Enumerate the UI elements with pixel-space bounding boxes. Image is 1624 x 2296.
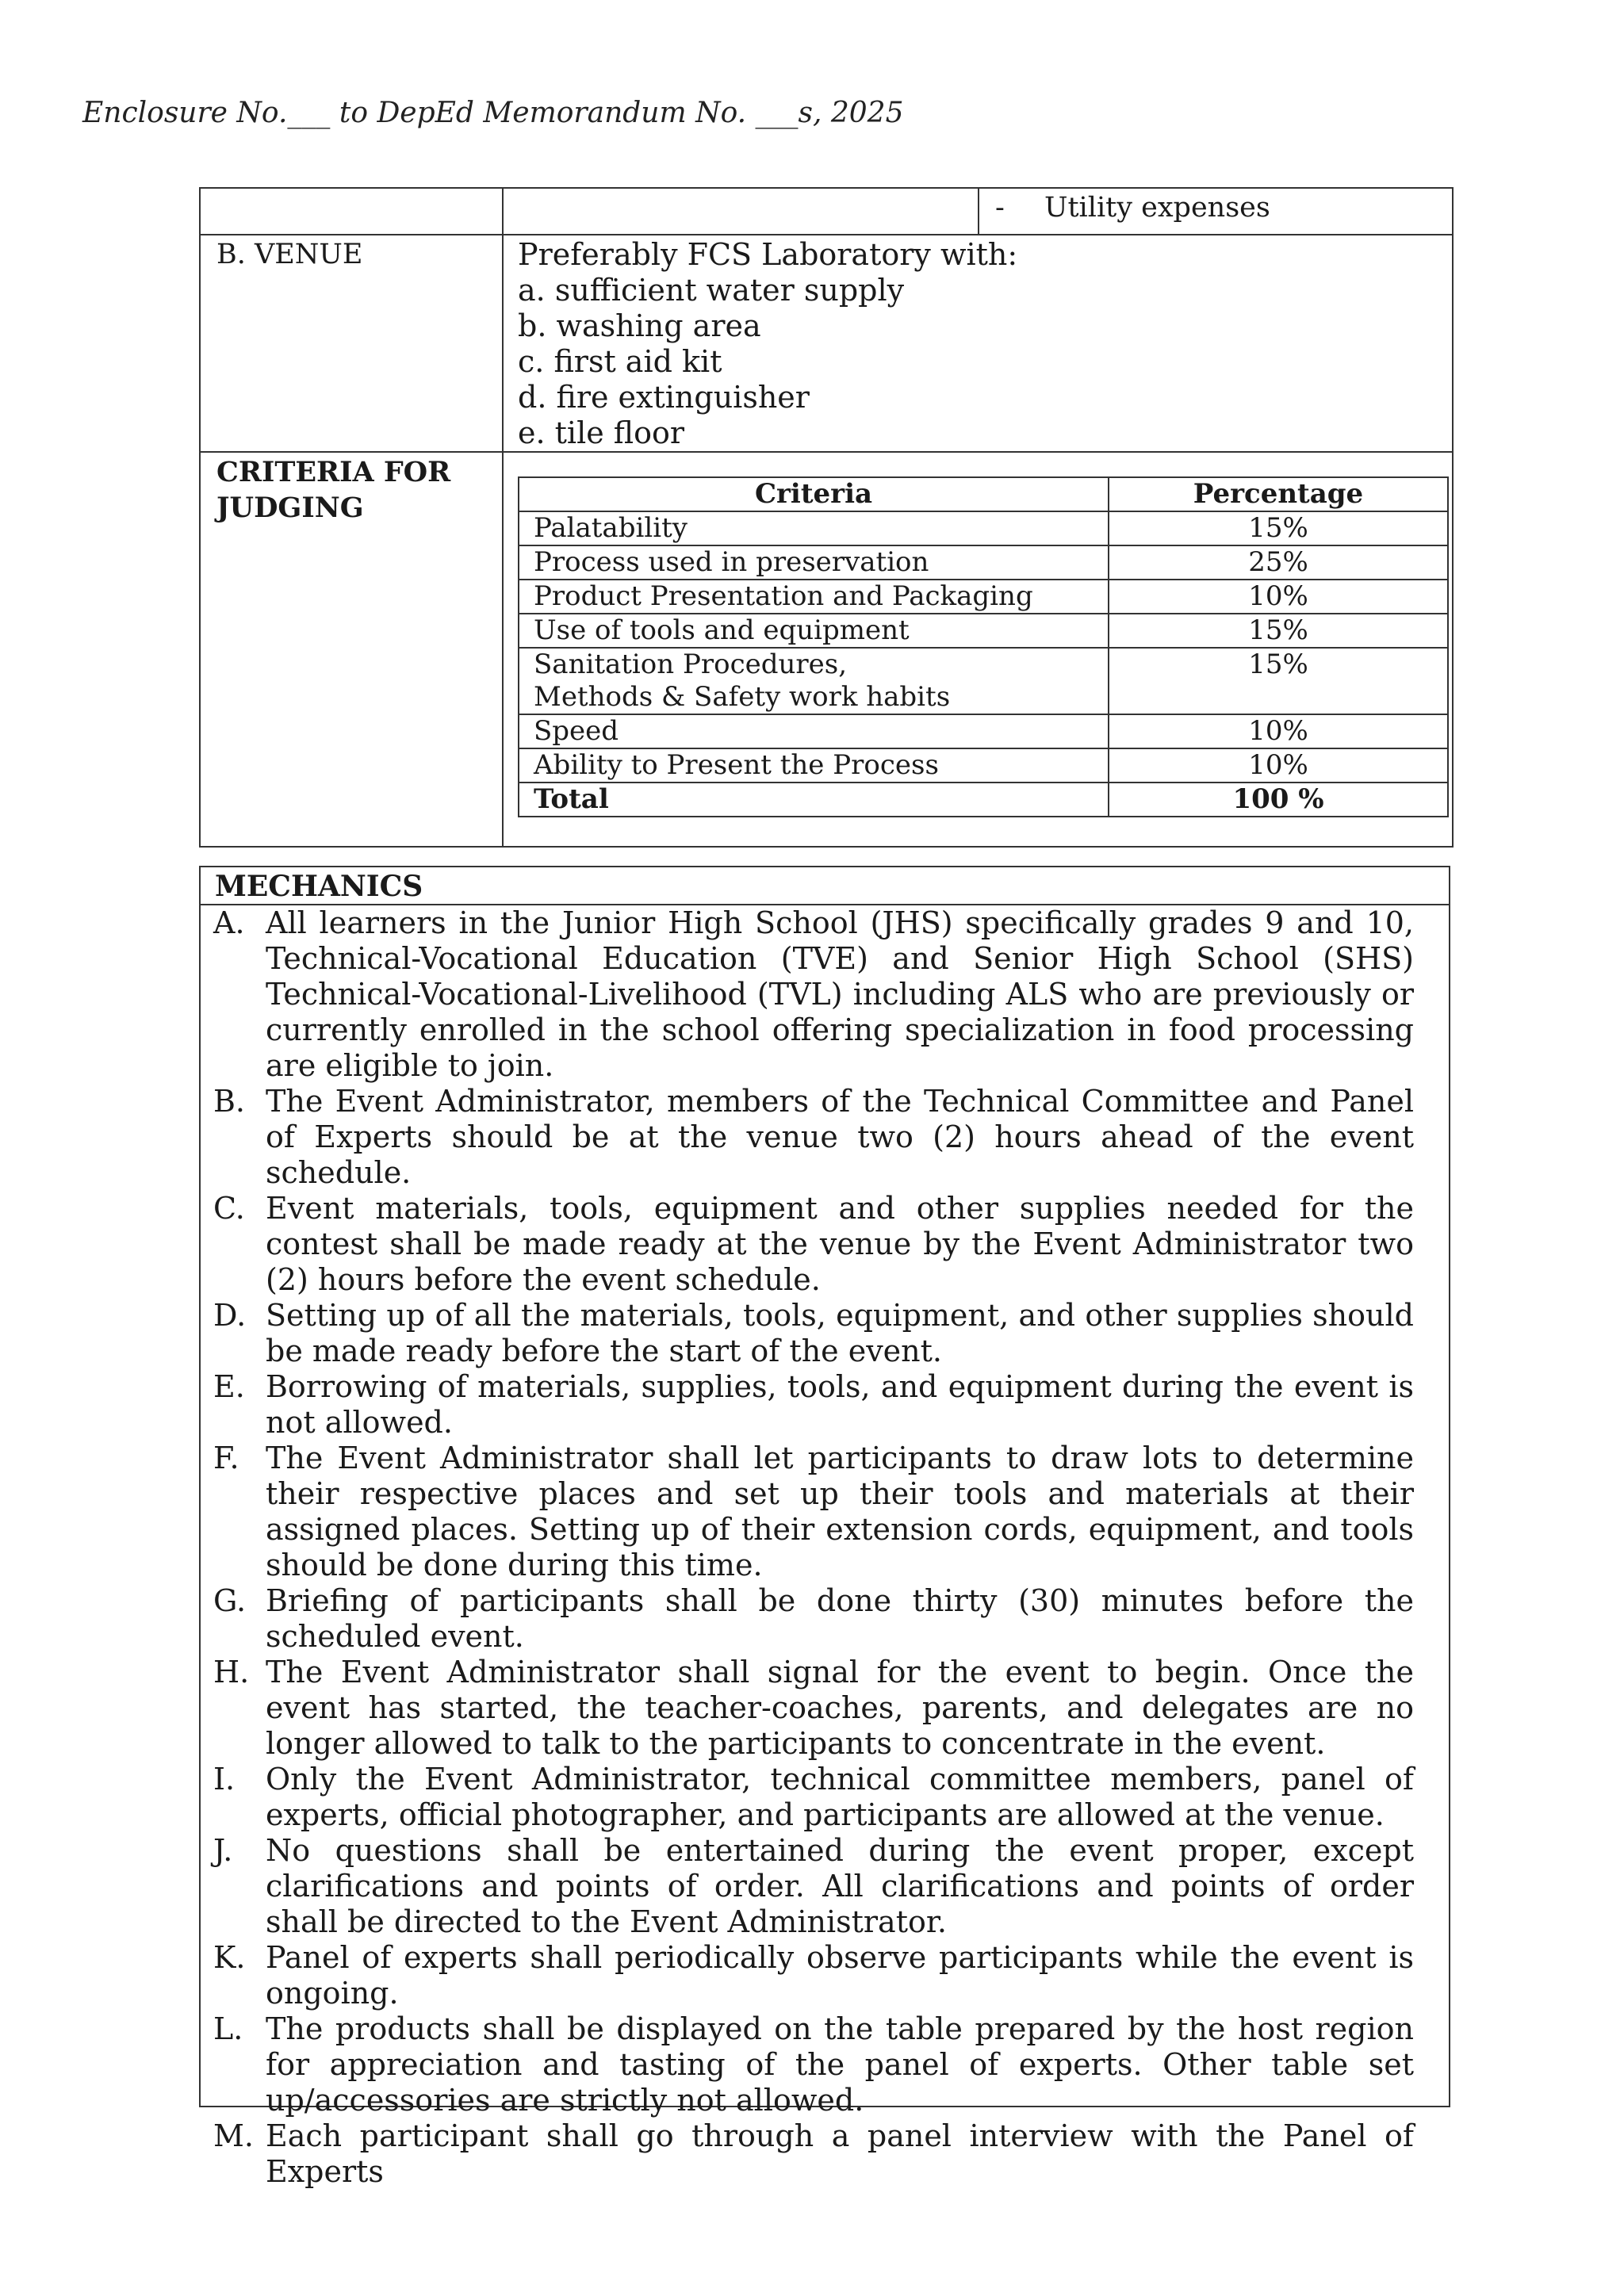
page-header: Enclosure No.___ to DepEd Memorandum No. ___s, 2025 [82,97,904,129]
item-letter: I. [213,1762,236,1797]
item-text: The Event Administrator shall signal for the event to begin. Once the event has started, the teacher-coaches, parents, and delegates are no longer allowed to talk to the participants to concentrate in the event. [266,1655,1414,1761]
item-letter: F. [213,1441,239,1475]
venue-row [200,235,1453,452]
total-value: 100 % [1109,783,1448,817]
empty-cell [200,188,503,235]
item-letter: B. [213,1084,246,1119]
mechanics-item [213,2118,1414,2190]
mechanics-item [213,1940,1414,2011]
utility-cell [979,188,1453,235]
mechanics-item [213,1191,1414,1298]
item-letter: C. [213,1191,245,1226]
criteria-name: Use of tools and equipment [519,614,1109,648]
criteria-name: Palatability [519,511,1109,545]
mechanics-item [213,905,1414,1084]
venue-item: b. washing area [518,308,761,343]
total-label: Total [519,783,1109,817]
criteria-name: Ability to Present the Process [519,748,1109,783]
utility-row [200,188,1453,235]
venue-item: d. fire extinguisher [518,380,810,415]
criteria-row-item [519,511,1448,545]
item-text: Event materials, tools, equipment and other supplies needed for the contest shall be made ready at the venue by the Event Administrator two (2) hours before the event schedule. [266,1191,1414,1297]
criteria-name-line: Sanitation Procedures, [534,649,848,680]
item-text: All learners in the Junior High School (JHS) specifically grades 9 and 10, Technical-Vocational Education (TVE) and Senior High School (SHS) Technical-Vocational-Livelihood (TVL) including ALS who are previously or currently enrolled in the school offering specialization in food processing are eligible to join. [266,905,1414,1083]
event-details-table [199,187,1454,848]
criteria-percentage: 15% [1109,648,1448,714]
percentage-header: Percentage [1109,477,1448,511]
item-letter: A. [213,905,245,940]
item-text: No questions shall be entertained during the event proper, except clarifications and points of order. All clarifications and points of order shall be directed to the Event Administrator. [266,1833,1414,1939]
item-text: Panel of experts shall periodically observe participants while the event is ongoing. [266,1940,1414,2011]
mechanics-item [213,1583,1414,1655]
item-letter: H. [213,1655,250,1689]
criteria-name [519,648,1109,714]
criteria-row-item [519,545,1448,580]
item-text: Briefing of participants shall be done thirty (30) minutes before the scheduled event. [266,1583,1414,1654]
mechanics-list [201,905,1449,2190]
mechanics-item [213,1655,1414,1762]
criteria-percentage: 10% [1109,580,1448,614]
item-letter: K. [213,1940,246,1975]
criteria-name: Process used in preservation [519,545,1109,580]
item-letter: M. [213,2118,254,2153]
mechanics-section [199,866,1450,2189]
item-letter: E. [213,1369,245,1404]
criteria-total-row [519,783,1448,817]
utility-dash: - [995,192,1005,224]
utility-text: Utility expenses [1044,192,1270,224]
criteria-header-row [519,477,1448,511]
item-text: The products shall be displayed on the table prepared by the host region for appreciation and tasting of the panel of experts. Other table set up/accessories are strictly not allowed. [266,2011,1414,2118]
criteria-percentage: 10% [1109,748,1448,783]
venue-label-cell [200,235,503,452]
mechanics-item [213,2011,1414,2118]
venue-item: e. tile floor [518,415,685,450]
venue-content-cell [503,235,1453,452]
empty-cell [503,188,979,235]
criteria-table-cell [503,452,1453,847]
criteria-label-cell [200,452,503,847]
criteria-percentage: 15% [1109,614,1448,648]
mechanics-item [213,1762,1414,1833]
criteria-name-line: Methods & Safety work habits [534,681,951,713]
mechanics-item [213,1369,1414,1441]
item-letter: D. [213,1298,247,1333]
item-text: The Event Administrator shall let participants to draw lots to determine their respective places and set up their tools and materials at their assigned places. Setting up of their extension cords, equipment, and tools should be done during this time. [266,1441,1414,1582]
criteria-row-item [519,714,1448,748]
mechanics-item [213,1833,1414,1940]
criteria-label-line: CRITERIA FOR [216,456,451,488]
item-text: Each participant shall go through a panel interview with the Panel of Experts [266,2118,1414,2189]
criteria-percentage: 10% [1109,714,1448,748]
criteria-row-item [519,580,1448,614]
mechanics-title: MECHANICS [201,867,1449,905]
item-letter: J. [213,1833,233,1868]
criteria-header: Criteria [519,477,1109,511]
criteria-row-item [519,614,1448,648]
mechanics-item [213,1441,1414,1583]
criteria-row-item [519,748,1448,783]
venue-item: c. first aid kit [518,344,722,379]
criteria-row [200,452,1453,847]
mechanics-item [213,1084,1414,1191]
item-text: Only the Event Administrator, technical committee members, panel of experts, official photographer, and participants are allowed at the venue. [266,1762,1414,1832]
criteria-row-item [519,648,1448,714]
item-letter: L. [213,2011,243,2046]
criteria-name: Product Presentation and Packaging [519,580,1109,614]
criteria-percentage: 25% [1109,545,1448,580]
mechanics-item [213,1298,1414,1369]
criteria-percentage: 15% [1109,511,1448,545]
venue-intro: Preferably FCS Laboratory with: [518,237,1018,272]
criteria-table [518,476,1449,817]
item-text: Setting up of all the materials, tools, equipment, and other supplies should be made ready before the start of the event. [266,1298,1414,1368]
item-text: Borrowing of materials, supplies, tools, and equipment during the event is not allowed. [266,1369,1414,1440]
item-text: The Event Administrator, members of the Technical Committee and Panel of Experts should be at the venue two (2) hours ahead of the event schedule. [266,1084,1414,1190]
criteria-label-line: JUDGING [216,492,364,524]
criteria-name: Speed [519,714,1109,748]
venue-item: a. sufficient water supply [518,273,905,308]
venue-label: B. VENUE [216,239,363,270]
item-letter: G. [213,1583,247,1618]
